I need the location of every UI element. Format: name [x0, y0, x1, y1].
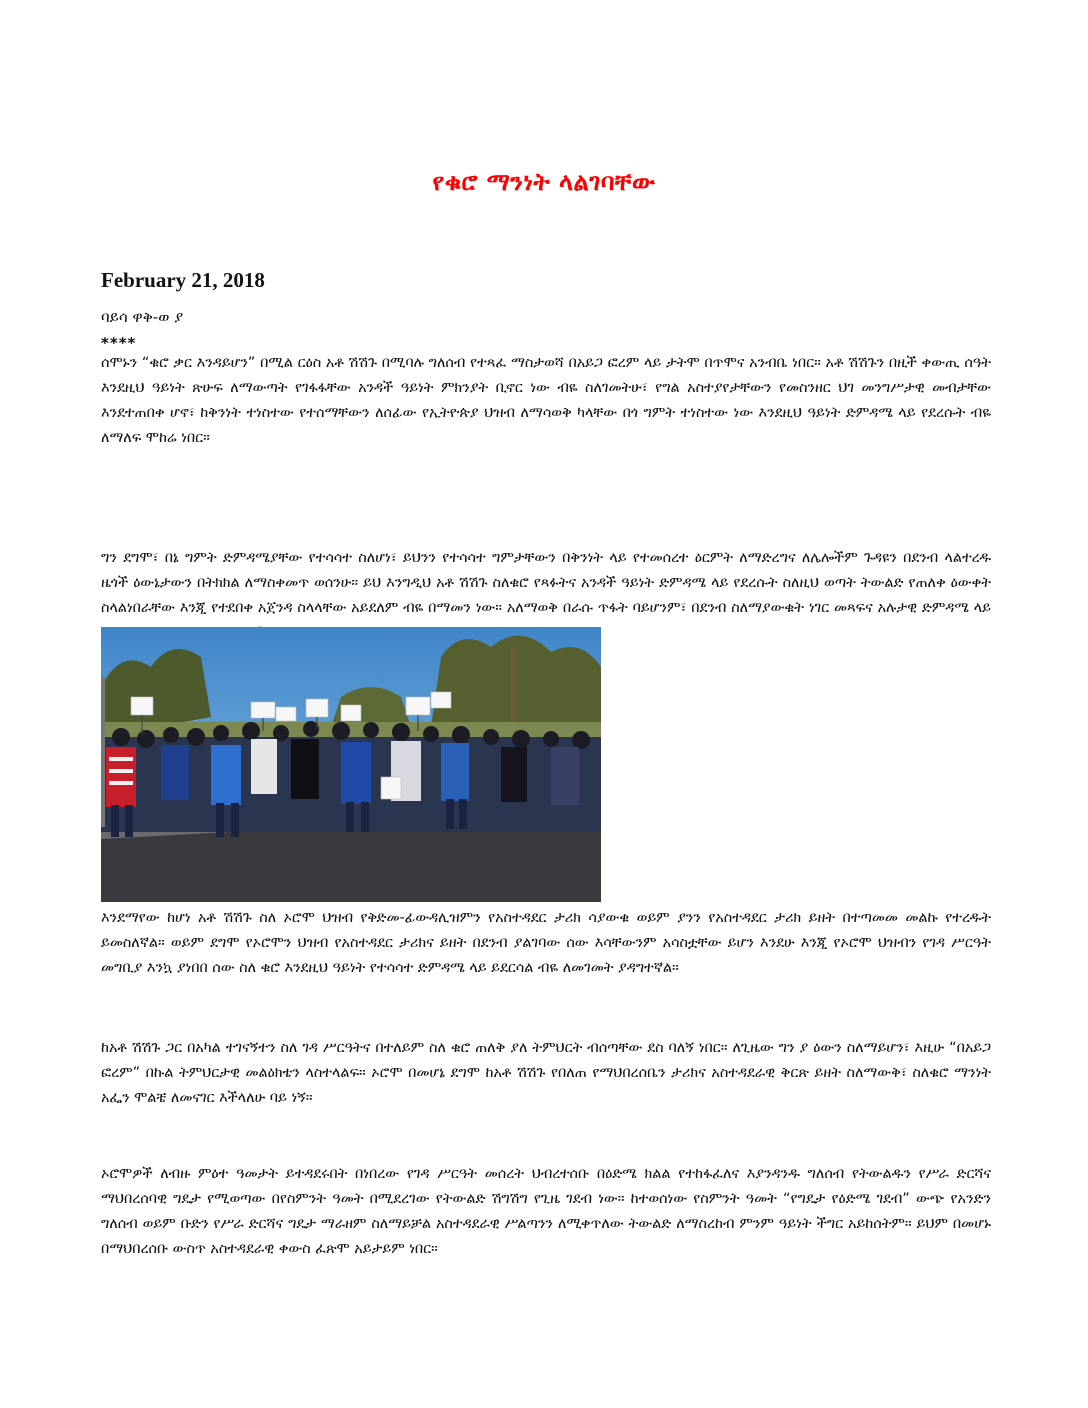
- author-name: ባይሳ ዋቅ-ወ ያ: [101, 308, 184, 326]
- paragraph-5: ኦሮሞዎች ለብዙ ምዕተ ዓመታት ይተዳደሩበት በነበረው የገዳ ሥርዓት መሰረት ህብረተሰቡ በዕድሜ ክልል የተከፋፈለና እያንዳንዱ ግለሰብ የትውልዱን የሥራ ድርሻና ማህበረሰባዊ ግዴታ የሚወጣው በየስምንት ዓመት በሚደረገው የትውልድ ሽግሽግ የጊዜ ገደብ ነው። ከተወሰነው የስምንት ዓመት “የግዴታ የዕድሜ ገደብ” ውጭ የአንድን ግለሰብ ወይም ቡድን የሥራ ድርሻና ግዴታ ማራዘም ስለማይቻል አስተዳደራዊ ሥልጣንን ለሚቀጥለው ትውልድ ለማስረከብ ምንም ዓይነት ችግር አይከሰትም። ይህም በመሆኑ በማህበረሰቡ ውስጥ አስተዳደራዊ ቀውስ ፈጽሞ አይታይም ነበር።: [101, 1166, 991, 1257]
- paragraph-1: ሰሞኑን “ቁሮ ቃር እንዳይሆን” በሚል ርዕስ አቶ ሽሽጉ በሚባሉ ግለሰብ የተጻፈ ማስታወሻ በአይጋ ፎረም ላይ ታትሞ በጥሞና አንብቤ ነበር። አቶ ሽሽጉን በዚች ቀውጢ ሰዓት እንደዚህ ዓይነት ጽሁፍ ለማውጣት የገፋፋቸው አንዳች ዓይነት ምክንያት ቢኖር ነው ብዬ ስለገመትሁ፣ የግል አስተያየታቸውን የመስንዘር ህገ መንግሥታዊ መብታቸው እንደተጠበቀ ሆኖ፣ ከቅንነት ተነስተው የተሰማቸውን ለሰፊው የኢትዮጵያ ህዝብ ለማሳወቅ ካላቸው በጎ ግምት ተነስተው ነው እንደዚህ ዓይነት ድምዳሜ ላይ የደረሱት ብዬ ለማለፍ ሞከሬ ነበር።: [101, 355, 991, 446]
- protest-photo: [101, 627, 601, 902]
- paragraph-4: ከአቶ ሽሽጉ ጋር በአካል ተገናኝተን ስለ ገዳ ሥርዓትና በተለይም ስለ ቁሮ ጠለቅ ያለ ትምህርት ብሰጣቸው ደስ ባለኝ ነበር። ለጊዜው ግን ያ ዕውን ስለማይሆን፣ እዚሁ “በአይጋ ፎረም” በኩል ትምህርታዊ መልዕክቴን ላስተላልፍ። ኦሮሞ በመሆኔ ደግሞ ከአቶ ሽሽጉ የበለጠ የማህበረሰቤን ታሪክና አስተዳደራዊ ቅርጽ ይዘት ስለማውቅ፣ ስለቁሮ ማንነት አፌን ሞልቼ ለመናገር እችላለሁ ባይ ነኝ።: [101, 1040, 991, 1106]
- publish-date: February 21, 2018: [101, 268, 265, 292]
- paragraph-2: ግን ደግሞ፣ በኔ ግምት ድምዳሜያቸው የተሳሳተ ስለሆነ፣ ይህንን የተሳሳተ ግምታቸውን በቅንነት ላይ የተመሰረተ ዕርምት ለማድረግና ለሌሎችም ጉዳዩን በደንብ ላልተረዱ ዜጎች ዕውኔታውን በትክክል ለማስቀመጥ ወሰንሁ። ይህ እንግዲህ አቶ ሽሽጉ ስለቁሮ የጻፉትና አንዳች ዓይነት ድምዳሜ ላይ የደረሱት ስለዚህ ወጣት ትውልድ የጠለቀ ዕውቀት ስላልነበራቸው እንጂ የተደበቀ አጀንዳ ስላላቸው አይደለም ብዬ በማመን ነው። አለማወቅ በራሱ ጥፋት ባይሆንም፣ በደንብ ስለማያውቁት ነገር መጻፍና አሉታዊ ድምዳሜ ላይ: [101, 550, 991, 616]
- paragraph-3: እንደማየው ከሆነ አቶ ሽሽጉ ስለ ኦሮሞ ህዝብ የቅድመ-ፊውዳሊዝምን የአስተዳደር ታሪክ ሳያውቁ ወይም ያንን የአስተዳደር ታሪክ ይዘት በተጣመመ መልኩ የተረዱት ይመስለኛል። ወይም ደግሞ የኦሮሞን ህዝብ የአስተዳደር ታሪክና ይዘት በደንብ ያልገባው ሰው እሳቸውንም አሳስቷቸው ይሆን እንደሁ እንጂ የኦሮሞ ህዝብን የገዳ ሥርዓት መግቢያ እንኳ ያነበበ ሰው ስለ ቁሮ እንደዚህ ዓይነት የተሳሳተ ድምዳሜ ላይ ይደርሳል ብዬ ለመገመት ያዳግተኛል።: [101, 910, 991, 976]
- separator: ****: [101, 334, 137, 352]
- page-title: የቁሮ ማንነት ላልገባቸው: [432, 168, 656, 196]
